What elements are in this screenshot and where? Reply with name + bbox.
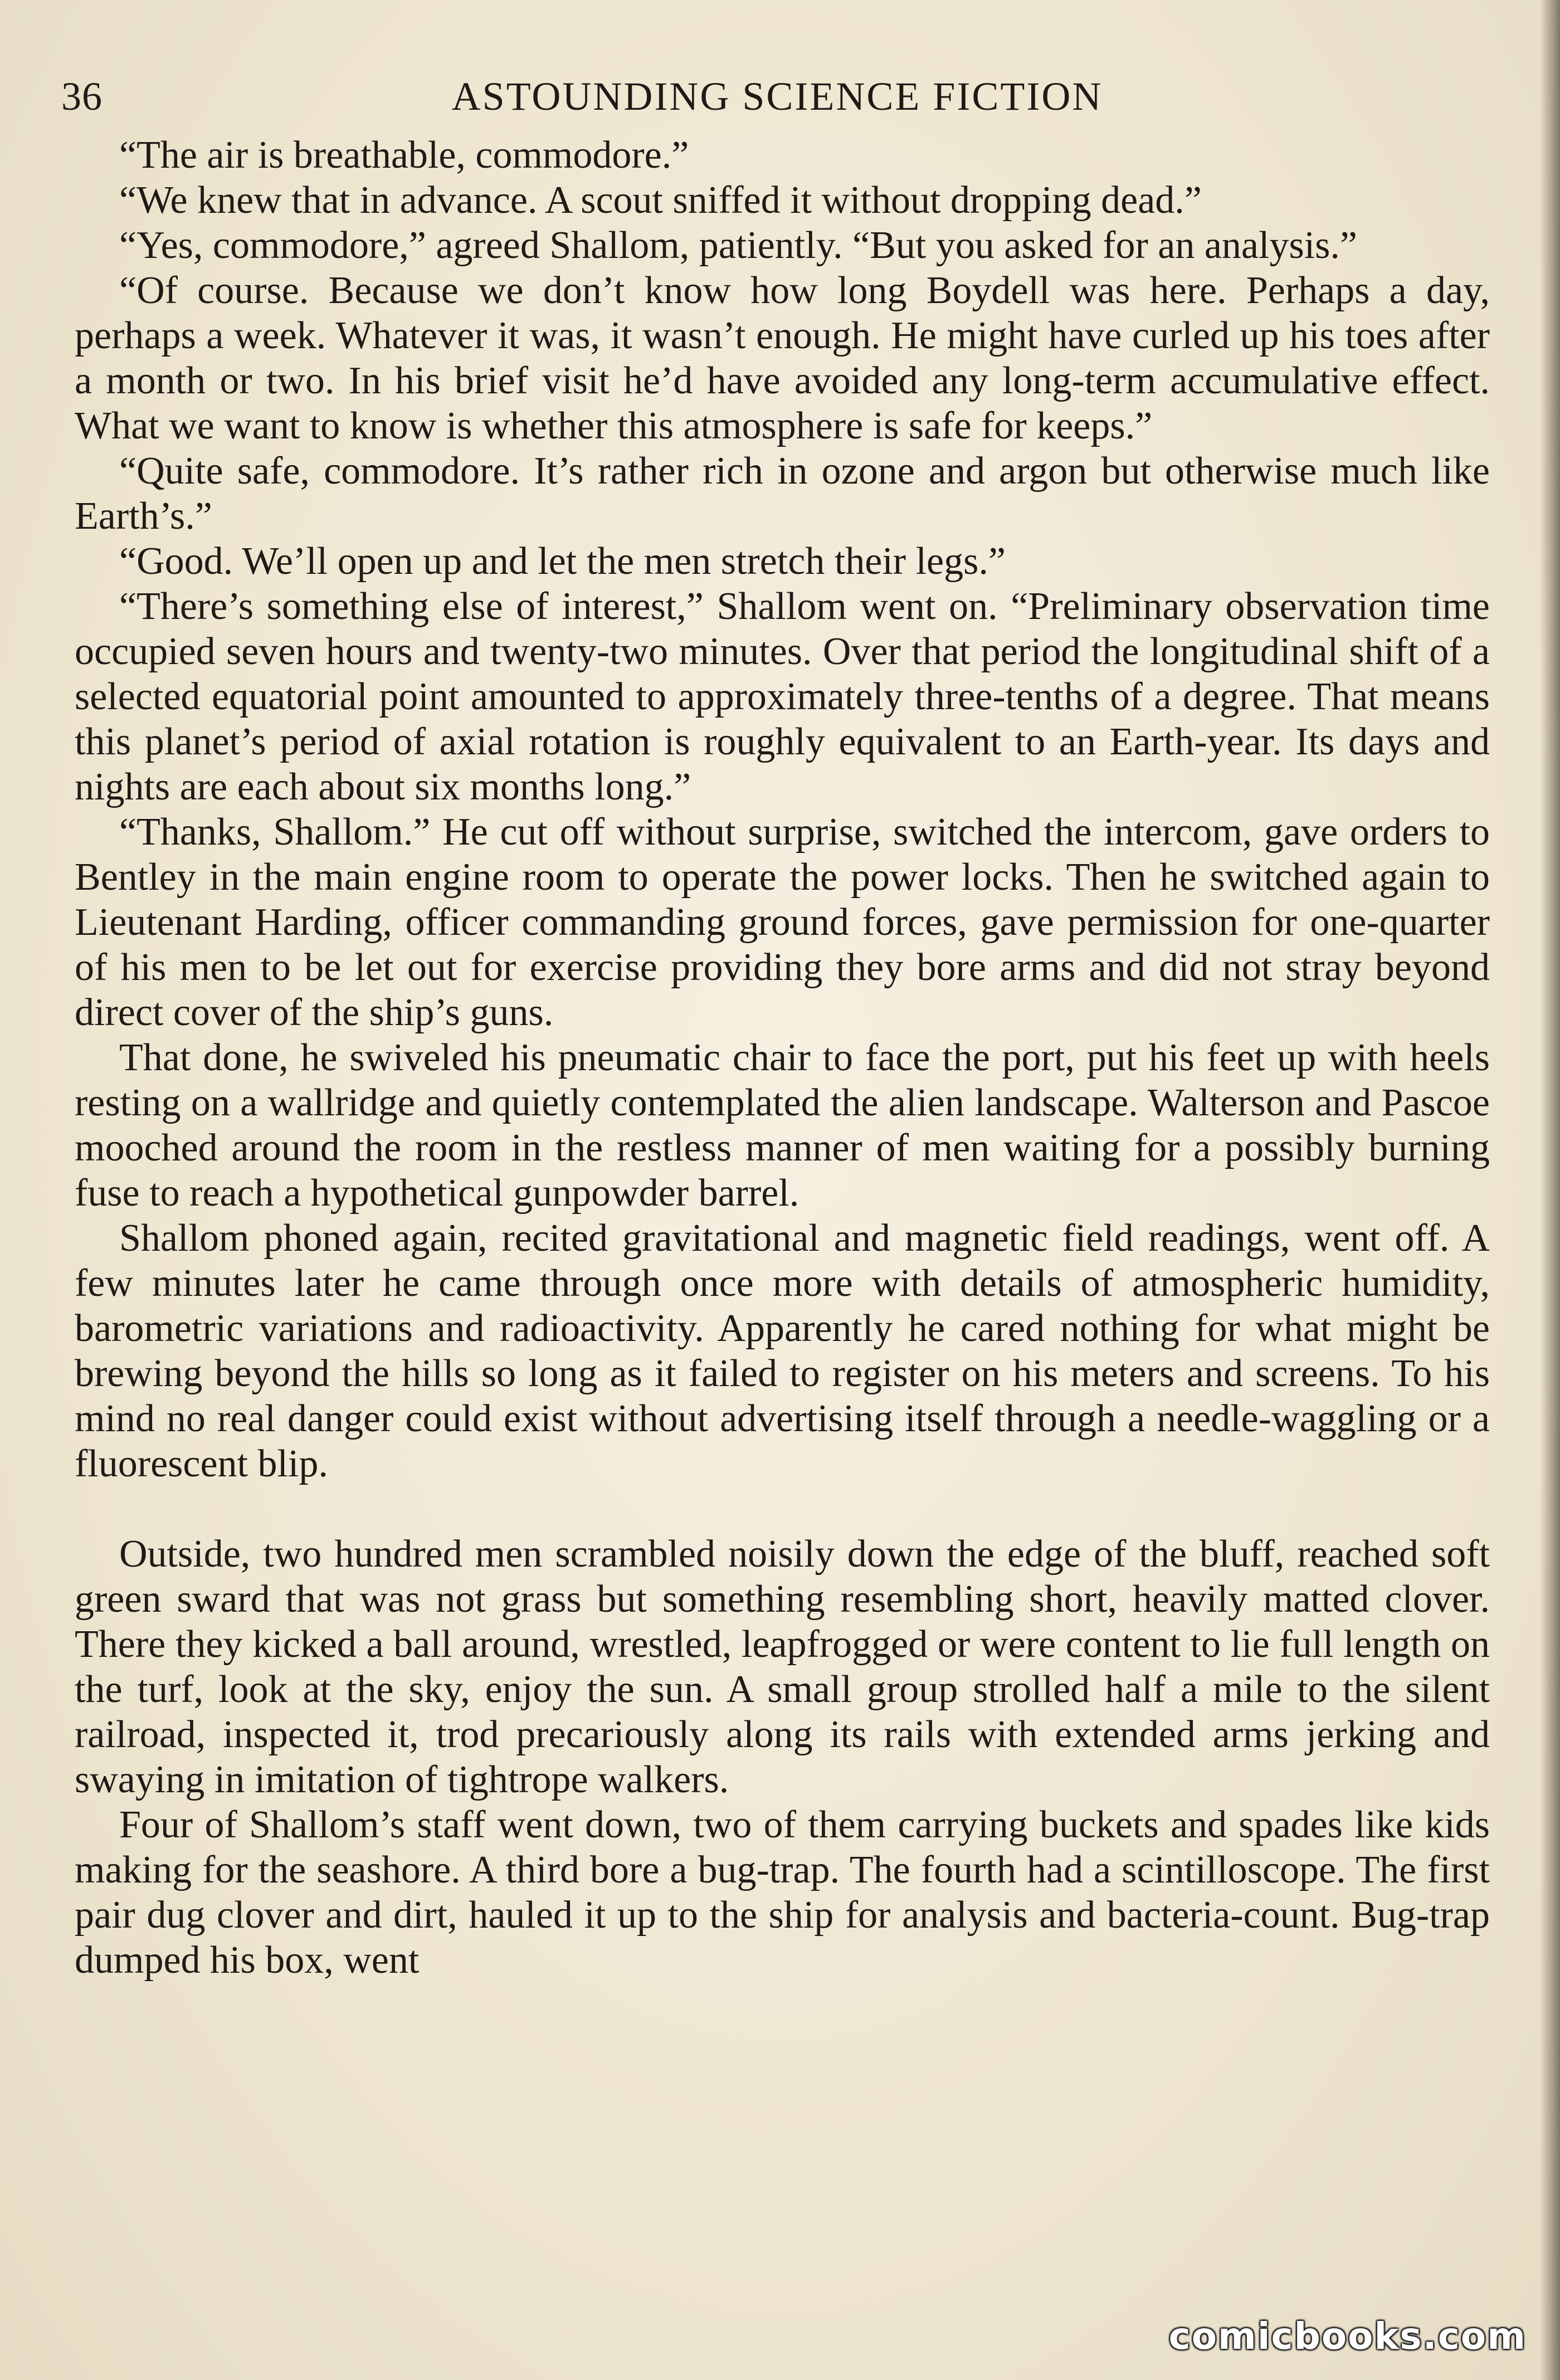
paragraph: Outside, two hundred men scrambled noisily down the edge of the bluff, reached soft green sward that was not grass but something resembling short, heavily matted clover. There they kicked a ball around, wrestled, leapfrogged or were content to lie full length on the turf, look at the sky, enjoy the sun. A small group strolled half a mile to the silent railroad, inspected it, trod precariously along its rails with extended arms jerking and swaying in imitation of tightrope walkers. xyxy=(75,1533,1490,1801)
watermark: comicbooks.com xyxy=(1168,2315,1527,2358)
page-edge-shadow xyxy=(1540,0,1560,2380)
paragraph: That done, he swiveled his pneumatic chair to face the port, put his feet up with heels resting on a wallridge and quietly contemplated the alien landscape. Walterson and Pascoe mooched around the room in the restless manner of men waiting for a possibly burning fuse to reach a hypothetical gunpowder barrel. xyxy=(75,1036,1490,1215)
running-title: ASTOUNDING SCIENCE FICTION xyxy=(451,74,1103,119)
paragraph: Shallom phoned again, recited gravitational and magnetic field readings, went off. A few minutes later he came through once more with details of atmospheric humidity, barometric variations and radioactivity. Apparently he cared nothing for what might be brewing beyond the hills so long as it failed to register on his meters and screens. To his mind no real danger could exist without advertising itself through a needle-waggling or a fluorescent blip. xyxy=(75,1217,1490,1485)
paragraph: “We knew that in advance. A scout sniffed it without dropping dead.” xyxy=(119,179,1202,222)
paragraph: “Quite safe, commodore. It’s rather rich in ozone and argon but otherwise much like Earth’s.” xyxy=(75,450,1490,538)
paragraph: “There’s something else of interest,” Shallom went on. “Preliminary observation time occupied seven hours and twenty-two minutes. Over that period the longitudinal shift of a selected equatorial point amounted to approximately three-tenths of a degree. That means this planet’s period of axial rotation is roughly equivalent to an Earth-year. Its days and nights are each about six months long.” xyxy=(75,585,1490,808)
paragraph: “Thanks, Shallom.” He cut off without surprise, switched the intercom, gave orders to Bentley in the main engine room to operate the power locks. Then he switched again to Lieutenant Harding, officer commanding ground forces, gave permission for one-quarter of his men to be let out for exercise providing they bore arms and did not stray beyond direct cover of the ship’s guns. xyxy=(75,811,1490,1034)
body-text xyxy=(75,133,1490,1983)
page-header xyxy=(61,66,1493,127)
paragraph: “Of course. Because we don’t know how long Boydell was here. Perhaps a day, perhaps a week. Whatever it was, it wasn’t enough. He might have curled up his toes after a month or two. In his brief visit he’d have avoided any long-term accumulative effect. What we want to know is whether this atmosphere is safe for keeps.” xyxy=(75,269,1490,447)
paragraph: “Yes, commodore,” agreed Shallom, patiently. “But you asked for an analysis.” xyxy=(119,224,1357,267)
page-number: 36 xyxy=(61,74,103,119)
paragraph: Four of Shallom’s staff went down, two of them carrying buckets and spades like kids making for the seashore. A third bore a bug-trap. The fourth had a scintilloscope. The first pair dug clover and dirt, hauled it up to the ship for analysis and bacteria-count. Bug-trap dumped his box, went xyxy=(75,1803,1490,1982)
paragraph: “Good. We’ll open up and let the men stretch their legs.” xyxy=(119,540,1006,583)
paragraph: “The air is breathable, commodore.” xyxy=(119,134,689,177)
section-break xyxy=(75,1486,1490,1532)
